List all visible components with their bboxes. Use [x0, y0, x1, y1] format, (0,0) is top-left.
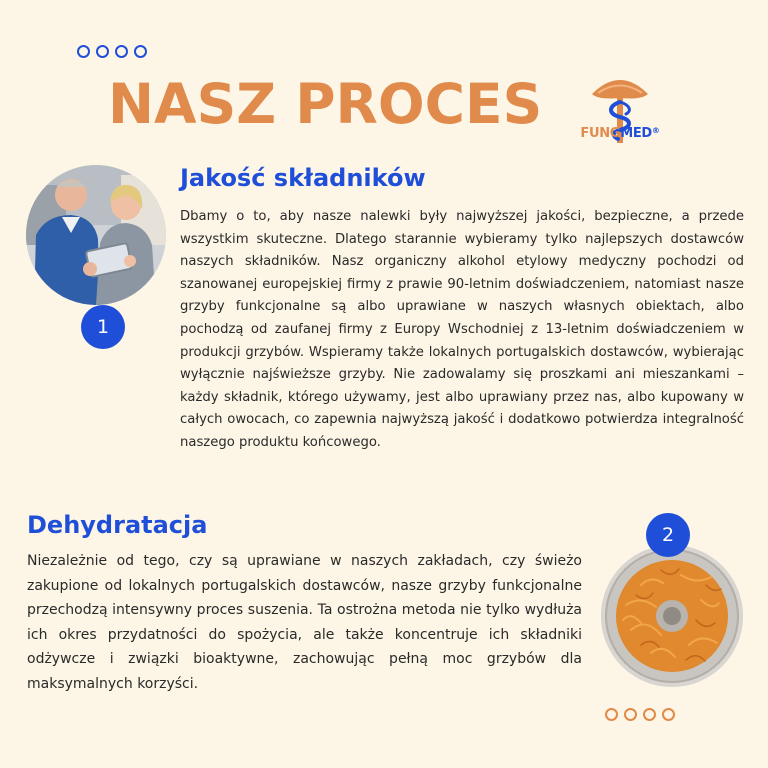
- section-heading-dehydration: Dehydratacja: [27, 511, 208, 539]
- dot-icon: [115, 45, 128, 58]
- logo-part1: FUNG: [580, 126, 621, 141]
- section-text-dehydration: Niezależnie od tego, czy są uprawiane w naszych zakładach, czy świeżo zakupione od lokalnych portugalskich dostawców, nasze grzyby funkcjonalne przechodzą intensywny proces suszenia. Ta ostrożna metoda nie tylko wydłuża ich okres przydatności do spożycia, ale także koncentruje ich składniki odżywcze i związki bioaktywne, zachowując pełną moc grzybów dla maksymalnych korzyści.: [27, 553, 582, 692]
- section-text-quality: Dbamy o to, aby nasze nalewki były najwyższej jakości, bezpieczne, a przede wszystkim skuteczne. Dlatego starannie wybieramy tylko najlepszych dostawców naszych składników. Nasz organiczny alkohol etylowy medyczny pochodzi od szanowanej europejskiej firmy z prawie 90-letnim doświadczeniem, natomiast nasze grzyby funkcjonalne są albo uprawiane w naszych własnych obiektach, albo pochodzą od zaufanej firmy z Europy Wschodniej z 13-letnim doświadczeniem w produkcji grzybów. Wspieramy także lokalnych portugalskich dostawców, wybierając wyłącznie najświeższe grzyby. Nie zadowalamy się proszkami ani mieszankami – każdy składnik, którego używamy, jest albo uprawiany przez nas, albo kupowany w całych owocach, co zapewnia najwyższą jakość i dodatkowo potwierdza integralność naszego produktu końcowego.: [180, 209, 744, 450]
- dried-mushrooms-photo: [601, 545, 743, 687]
- step-badge-2: 2: [646, 513, 690, 557]
- logo-registered: ®: [651, 126, 660, 135]
- dot-icon: [643, 708, 656, 721]
- dot-icon: [624, 708, 637, 721]
- section-heading-quality: Jakość składników: [180, 164, 426, 192]
- dot-icon: [134, 45, 147, 58]
- step-badge-1: 1: [81, 305, 125, 349]
- page-title: NASZ PROCES: [108, 72, 543, 136]
- dot-icon: [662, 708, 675, 721]
- logo-wordmark: [570, 126, 670, 141]
- logo-part2: MED: [620, 126, 652, 141]
- team-photo: [26, 165, 166, 305]
- decorative-dots-bottom: [605, 708, 675, 721]
- dot-icon: [96, 45, 109, 58]
- decorative-dots-top: [77, 45, 147, 58]
- dot-icon: [605, 708, 618, 721]
- dot-icon: [77, 45, 90, 58]
